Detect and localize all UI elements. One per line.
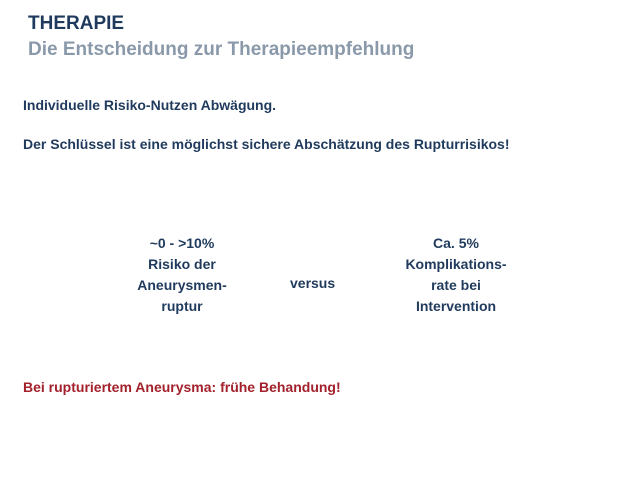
complication-rate-line: rate bei (431, 277, 481, 293)
complication-rate-line: Komplikations- (405, 256, 507, 272)
statement-risk-benefit: Individuelle Risiko-Nutzen Abwägung. (23, 97, 277, 113)
complication-rate-line: Intervention (415, 298, 497, 314)
rupture-risk-block (112, 233, 252, 317)
slide-subtitle: Die Entscheidung zur Therapieempfehlung (28, 39, 415, 60)
rupture-risk-line: ruptur (161, 298, 203, 314)
complication-rate-block (384, 233, 528, 317)
rupture-risk-line: Risiko der (148, 256, 216, 272)
complication-rate-line: Ca. 5% (433, 235, 479, 251)
rupture-risk-line: Aneurysmen- (137, 277, 227, 293)
rupture-risk-line: ~0 - >10% (149, 235, 215, 251)
slide-title: THERAPIE (28, 13, 125, 34)
conclusion-statement: Bei rupturiertem Aneurysma: frühe Behandung! (23, 379, 341, 395)
versus-label: versus (290, 275, 336, 291)
statement-key-rupture-risk: Der Schlüssel ist eine möglichst sichere Abschätzung des Rupturrisikos! (23, 136, 510, 152)
